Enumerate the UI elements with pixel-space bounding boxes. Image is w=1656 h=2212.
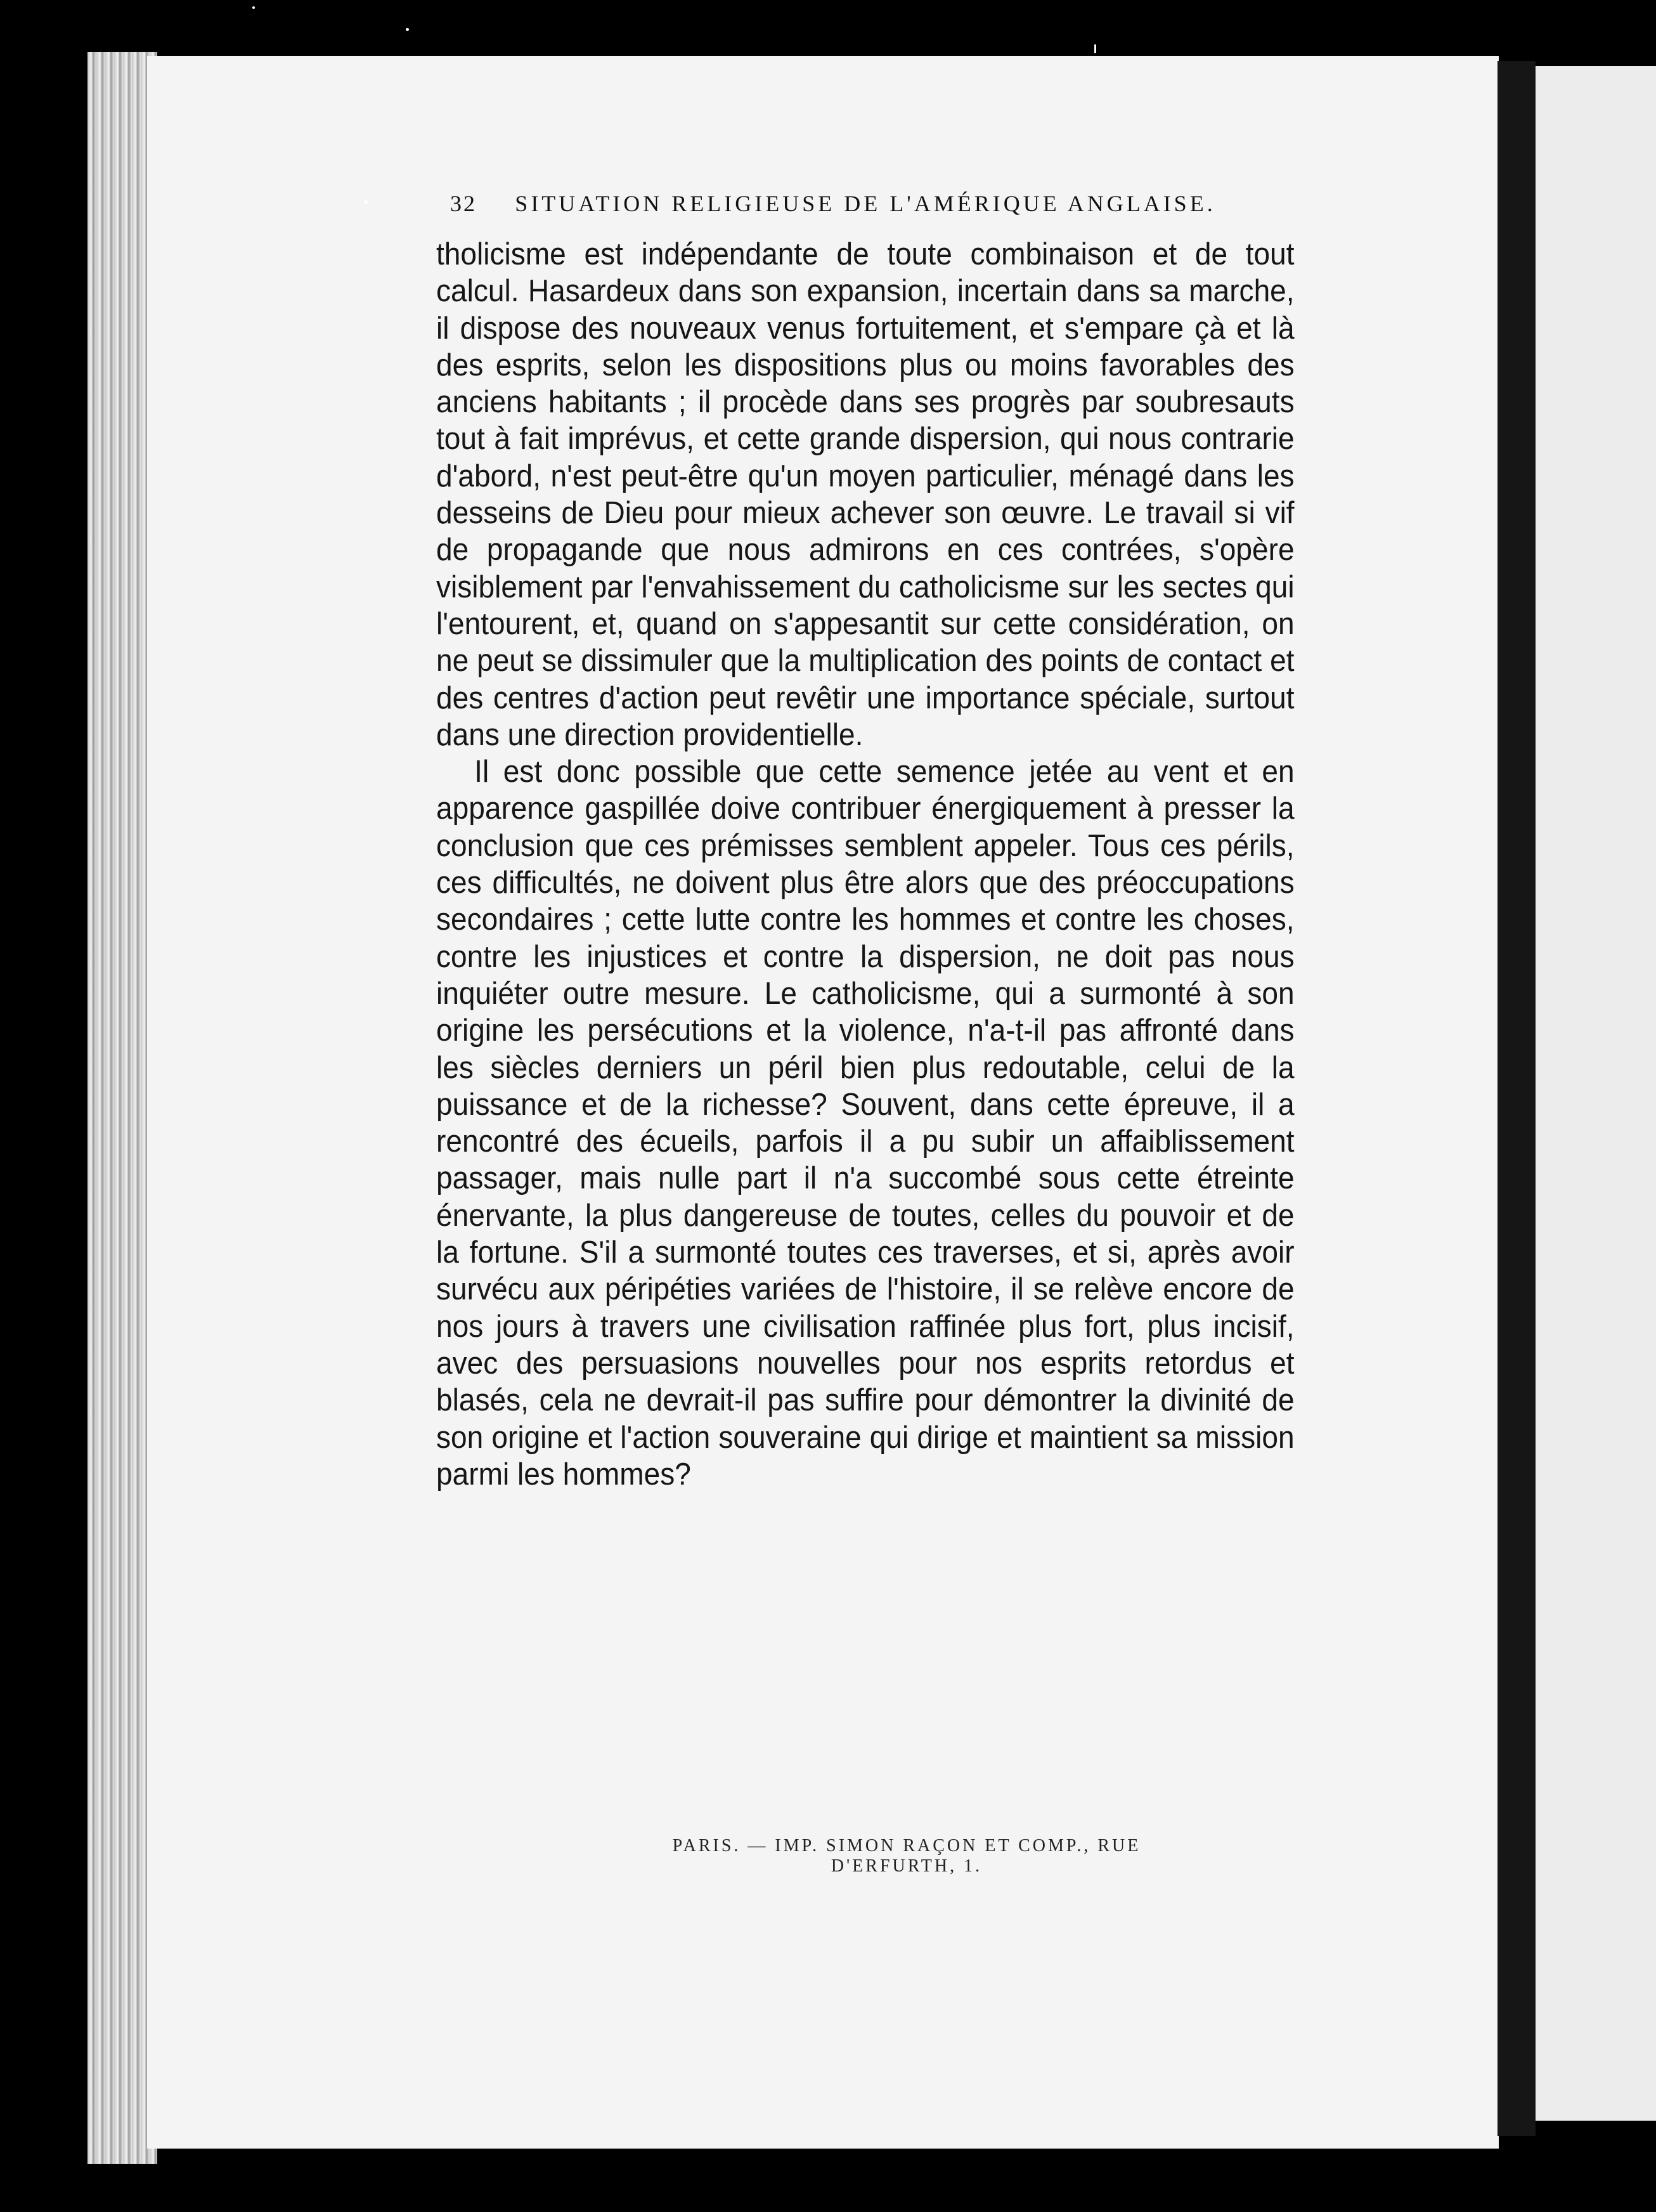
- running-head: [450, 190, 1230, 217]
- dust-speck: [1094, 44, 1096, 53]
- facing-page-edge: [1536, 66, 1656, 2121]
- printer-imprint: PARIS. — IMP. SIMON RAÇON ET COMP., RUE D'ERFURTH, 1.: [672, 1836, 1141, 1876]
- book-gutter: [1498, 61, 1536, 2136]
- dust-speck: [364, 200, 368, 204]
- dust-speck: [252, 6, 255, 9]
- paragraph: Il est donc possible que cette semence jetée au vent et en apparence gaspillée doive contribuer énergiquement à presser la conclusion que ces prémisses semblent appeler. Tous ces périls, ces difficultés, ne doivent plus être alors que des préoccupations secondaires ; cette lutte contre les hommes et contre les choses, contre les injustices et contre la dispersion, ne doit pas nous inquiéter outre mesure. Le catholicisme, qui a surmonté à son origine les persécutions et la violence, n'a-t-il pas affronté dans les siècles derniers un péril bien plus redoutable, celui de la puissance et de la richesse? Souvent, dans cette épreuve, il a rencontré des écueils, parfois il a pu subir un affaiblissement passager, mais nulle part il n'a succombé sous cette étreinte énervante, la plus dangereuse de toutes, celles du pouvoir et de la fortune. S'il a surmonté toutes ces traverses, et si, après avoir survécu aux péripéties variées de l'histoire, il se relève encore de nos jours à travers une civilisation raffinée plus fort, plus incisif, avec des persuasions nouvelles pour nos esprits retordus et blasés, cela ne devrait-il pas suffire pour démontrer la divinité de son origine et l'action souveraine qui dirige et maintient sa mission parmi les hommes?: [436, 755, 1295, 1492]
- page-number: 32: [450, 191, 477, 216]
- dust-speck: [406, 28, 409, 31]
- body-text: [436, 236, 1295, 1493]
- paragraph: tholicisme est indépendante de toute combinaison et de tout calcul. Hasardeux dans son expansion, incertain dans sa marche, il dispose des nouveaux venus fortuitement, et s'empare çà et là des esprits, selon les dispositions plus ou moins favorables des anciens habitants ; il procède dans ses progrès par soubresauts tout à fait imprévus, et cette grande dispersion, qui nous contrarie d'abord, n'est peut-être qu'un moyen particulier, ménagé dans les desseins de Dieu pour mieux achever son œuvre. Le travail si vif de propagande que nous admirons en ces contrées, s'opère visiblement par l'envahissement du catholicisme sur les sectes qui l'entourent, et, quand on s'appesantit sur cette considération, on ne peut se dissimuler que la multiplication des points de contact et des centres d'action peut revêtir une importance spéciale, surtout dans une direction providentielle.: [436, 237, 1295, 752]
- running-head-title: SITUATION RELIGIEUSE DE L'AMÉRIQUE ANGLAISE.: [515, 191, 1216, 216]
